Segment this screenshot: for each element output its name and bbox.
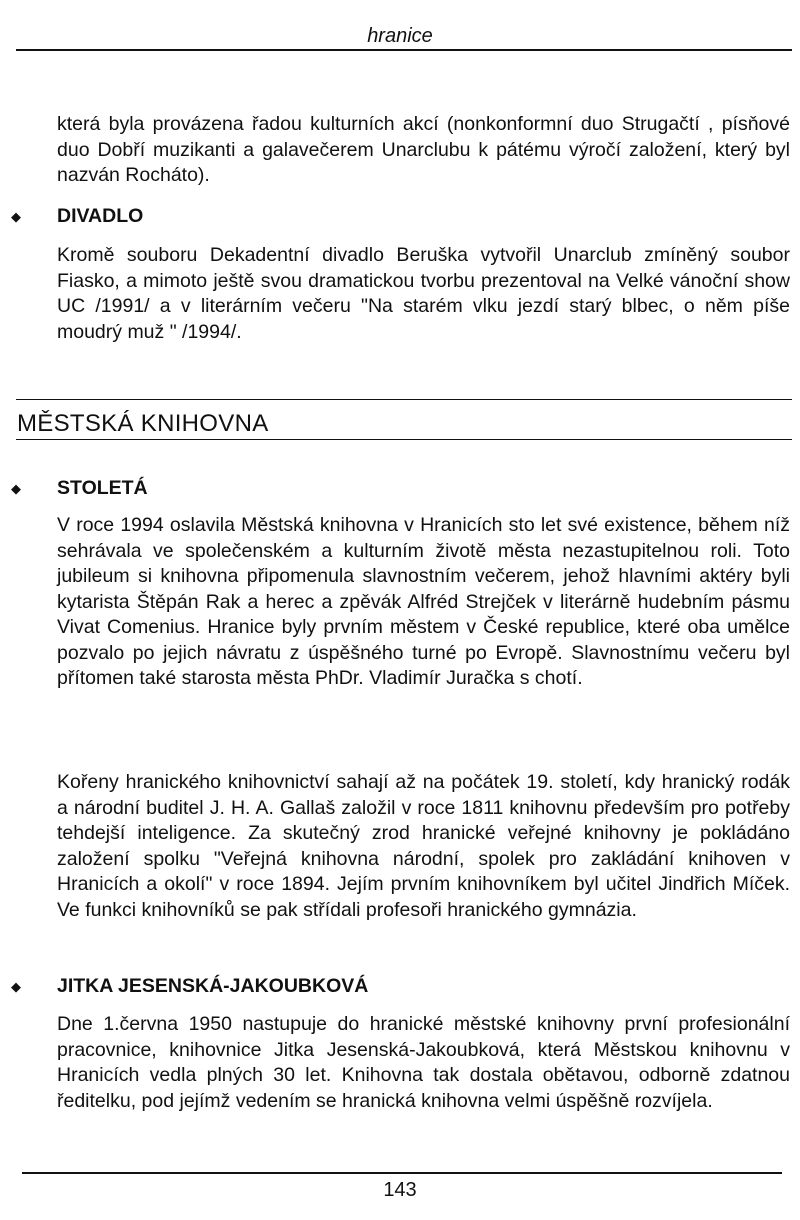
stoleta-paragraph-1: V roce 1994 oslavila Městská knihovna v Hranicích sto let své existence, během níž sehrávala ve společenském a kulturním životě města nezastupitelnou roli. Toto jubileum si knihovna připomenula slavnostním večerem, jehož hlavními aktéry byli kytarista Štěpán Rak a herec a zpěvák Alfréd Strejček v literárně hudebním pásmu Vivat Comenius. Hranice byly prvním městem v České republice, které oba umělce pozvalo po jejich návratu z úspěšného turné po Evropě. Slavnostnímu večeru byl přítomen také starosta města PhDr. Vladimír Juračka s chotí.: [57, 514, 790, 689]
divadlo-paragraph: Kromě souboru Dekadentní divadlo Beruška vytvořil Unarclub zmíněný soubor Fiasko, a mimoto ještě svou dramatickou tvorbu prezentoval na Velké vánoční show UC /1991/ a v literárním večeru "Na starém vlku jezdí starý blbec, o něm píše moudrý muž " /1994/.: [57, 244, 790, 343]
intro-paragraph: která byla provázena řadou kulturních akcí (nonkonformní duo Strugačtí , písňové duo Dobří muzikanti a galavečerem Unarclubu k pátému výročí založení, který byl nazván Rocháto).: [57, 113, 790, 186]
bullet-stoleta-icon: ◆: [11, 481, 21, 496]
page-number: 143: [383, 1179, 417, 1201]
bullet-jitka-icon: ◆: [11, 979, 21, 994]
footer-rule: [22, 1172, 782, 1174]
heading-divadlo: DIVADLO: [57, 205, 144, 227]
header-rule: [16, 49, 792, 51]
heading-stoleta: STOLETÁ: [57, 477, 148, 499]
running-header: hranice: [367, 25, 433, 47]
section-top-rule: [16, 399, 792, 400]
bullet-divadlo-icon: ◆: [11, 209, 21, 224]
section-title: MĚSTSKÁ KNIHOVNA: [17, 410, 269, 437]
jitka-paragraph: Dne 1.června 1950 nastupuje do hranické městské knihovny první profesionální pracovnice, knihovnice Jitka Jesenská-Jakoubková, která Městskou knihovnu v Hranicích vedla plných 30 let. Knihovna tak dostala obětavou, odborně zdatnou ředitelku, pod jejímž vedením se hranická knihovna velmi úspěšně rozvíjela.: [57, 1013, 790, 1112]
section-bottom-rule: [16, 439, 792, 440]
heading-jitka: JITKA JESENSKÁ-JAKOUBKOVÁ: [57, 975, 369, 997]
stoleta-paragraph-2: Kořeny hranického knihovnictví sahají až na počátek 19. století, kdy hranický rodák a národní buditel J. H. A. Gallaš založil v roce 1811 knihovnu především pro potřeby tehdejší inteligence. Za skutečný zrod hranické veřejné knihovny je pokládáno založení spolku "Veřejná knihovna národní, spolek pro zakládání knihoven v Hranicích a okolí" v roce 1894. Jejím prvním knihovníkem byl učitel Jindřich Míček. Ve funkci knihovníků se pak střídali profesoři hranického gymnázia.: [57, 771, 790, 921]
